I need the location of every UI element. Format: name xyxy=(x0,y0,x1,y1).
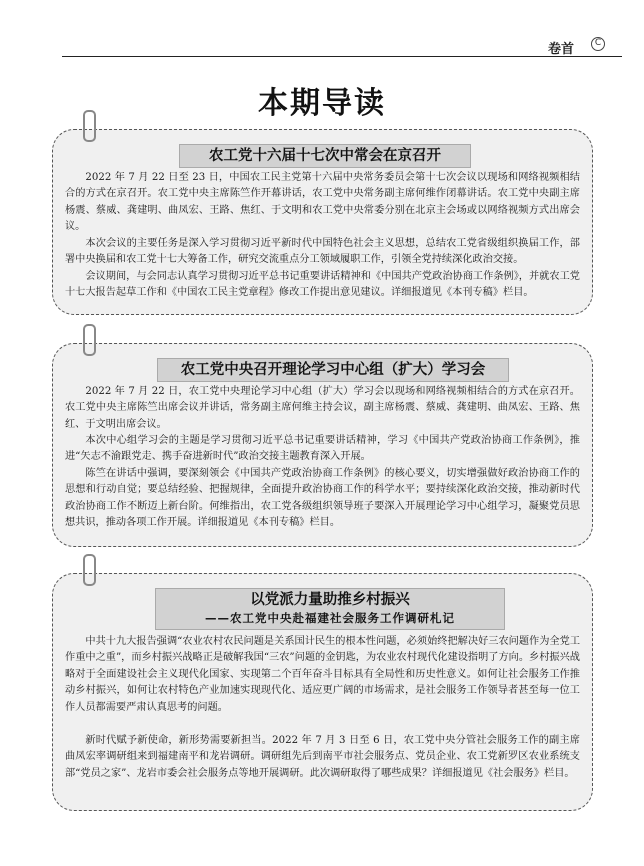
article-title: 农工党十六届十七次中常会在京召开 xyxy=(179,144,471,168)
section-label: 卷首 xyxy=(548,42,575,57)
article-paragraph: 本次会议的主要任务是深入学习贯彻习近平新时代中国特色社会主义思想，总结农工党省级组织换届工作，部署中央换届和农工党十七大筹备工作，研究交流重点分工领域履职工作，引领全党持续深化政治交接。 xyxy=(65,238,580,266)
article-paragraph: 陈竺在讲话中强调，要深刻领会《中国共产党政治协商工作条例》的核心要义，切实增强做好政治协商工作的思想和行动自觉；要总结经验、把握规律，全面提升政治协商工作的科学水平；要持续深化政治交接，推动新时代政治协商工作不断迈上新台阶。何维指出，农工党各级组织领导班子要深入开展理论学习中心组学习，凝聚党员思想共识，推动各项工作开展。详细报道见《本刊专稿》栏目。 xyxy=(65,468,580,529)
paperclip-icon xyxy=(83,110,96,142)
paperclip-icon xyxy=(83,554,96,586)
article-paragraph: 会议期间，与会同志认真学习贯彻习近平总书记重要讲话精神和《中国共产党政治协商工作条例》，并就农工党十七大报告起草工作和《中国农工民主党章程》修改工作提出意见建议。详细报道见《本刊专稿》栏目。 xyxy=(65,271,580,299)
article-paragraph: 新时代赋予新使命，新形势需要新担当。2022 年 7 月 3 日至 6 日，农工党中央分管社会服务工作的副主席曲凤宏率调研组来到福建南平和龙岩调研。调研组先后到南平市社会服务点、党员企业、农工党新罗区农业系统支部“党员之家”、龙岩市委会社会服务点等地开展调研。此次调研取得了哪些成果？详细报道见《社会服务》栏目。 xyxy=(65,735,580,779)
article-paragraph: 中共十九大报告强调“农业农村农民问题是关系国计民生的根本性问题，必须始终把解决好三农问题作为全党工作重中之重”，而乡村振兴战略正是破解我国“三农”问题的金钥匙，为农业农村现代化建设指明了方向。乡村振兴战略对于全面建设社会主义现代化国家、实现第二个百年奋斗目标具有全局性和历史性意义。如何让社会服务工作推动乡村振兴，如何让农村特色产业加速实现现代化、适应更广阔的市场需求，是社会服务工作领导者甚至每一位工作人员都需要严肃认真思考的问题。 xyxy=(65,636,580,713)
paperclip-icon xyxy=(83,324,96,356)
article-title: 以党派力量助推乡村振兴 xyxy=(250,592,410,608)
article-subtitle: ——农工党中央赴福建社会服务工作调研札记 xyxy=(205,611,455,625)
article-paragraph: 2022 年 7 月 22 日，农工党中央理论学习中心组（扩大）学习会以现场和网络视频相结合的方式在京召开。农工党中央主席陈竺出席会议并讲话，常务副主席何维主持会议，副主席杨震、蔡威、龚建明、曲凤宏、王路、焦红、于文明出席会议。 xyxy=(65,386,580,430)
article-title-banner xyxy=(155,588,505,630)
circle-c-icon: C xyxy=(591,37,605,51)
article-paragraph: 本次中心组学习会的主题是学习贯彻习近平总书记重要讲话精神，学习《中国共产党政治协商工作条例》，推进“矢志不渝跟党走、携手奋进新时代”政治交接主题教育深入开展。 xyxy=(65,435,580,463)
article-box-3 xyxy=(52,573,593,811)
article-paragraph: 2022 年 7 月 22 日至 23 日，中国农工民主党第十六届中央常务委员会第十七次会议以现场和网络视频相结合的方式在京召开。农工党中央主席陈竺作开幕讲话，农工党中央常务副主席何维作闭幕讲话。农工党中央副主席杨震、蔡威、龚建明、曲凤宏、王路、焦红、于文明和农工党中央常委分别在北京主会场或以网络视频方式出席会议。 xyxy=(65,172,580,233)
article-box-1 xyxy=(52,129,593,315)
article-title: 农工党中央召开理论学习中心组（扩大）学习会 xyxy=(157,358,509,382)
header-rule xyxy=(62,56,622,57)
article-box-2 xyxy=(52,343,593,547)
page-title: 本期导读 xyxy=(258,86,386,121)
